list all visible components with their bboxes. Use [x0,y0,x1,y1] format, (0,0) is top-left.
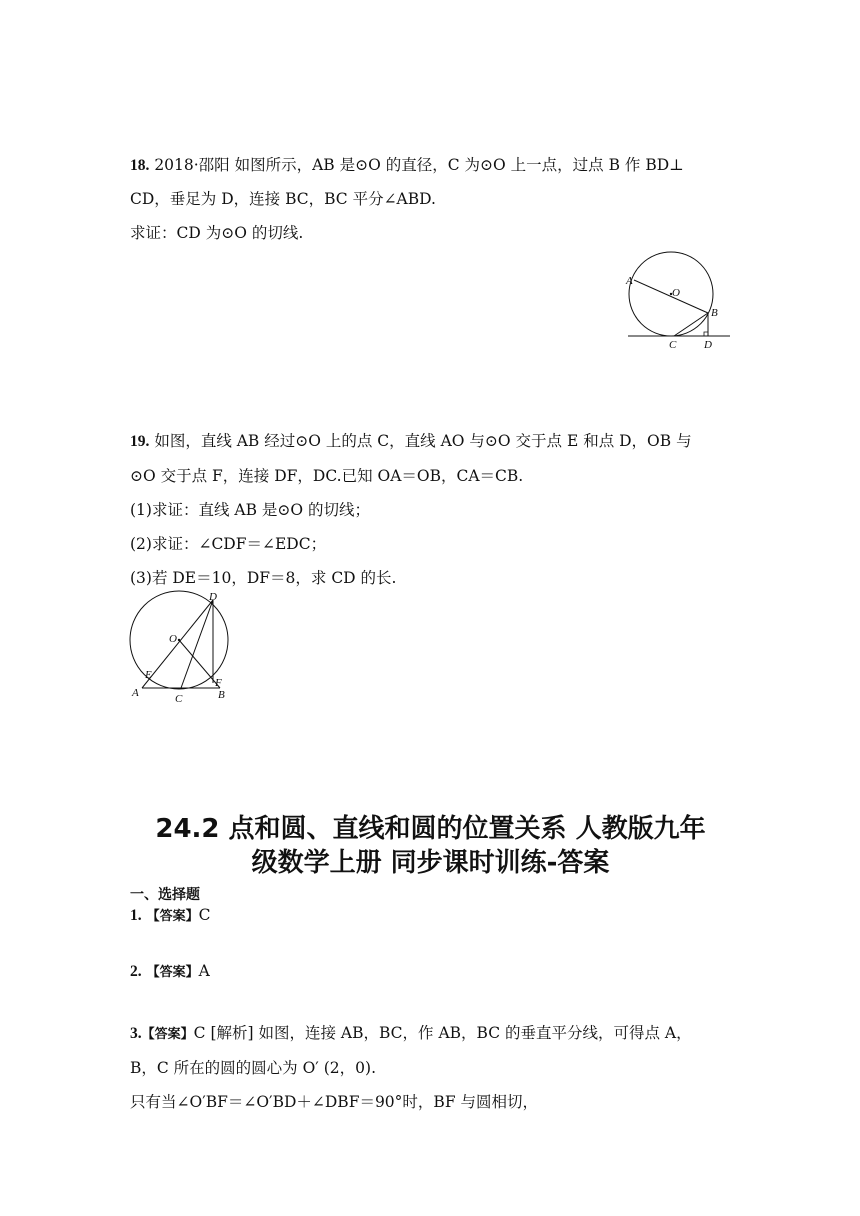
answer-2-number: 2. [130,963,142,980]
answer-3-analysis: [解析] 如图，连接 AB，BC，作 AB，BC 的垂直平分线，可得点 A， [210,1024,692,1042]
q19-number: 19. [130,433,150,450]
q19-part-1: (1)求证：直线 AB 是⊙O 的切线； [130,501,371,519]
answer-3-number: 3. [130,1025,142,1042]
answer-3-value: C [193,1024,206,1042]
q18-label-c: C [669,339,677,351]
q19-label-e: E [145,669,152,681]
section-heading: 一、选择题 [130,887,200,903]
answer-3-line-3: 只有当∠O′BF＝∠O′BD＋∠DBF＝90°时，BF 与圆相切， [130,1093,538,1111]
q18-label-d: D [704,339,712,351]
q18-line-2: CD，垂足为 D，连接 BC，BC 平分∠ABD. [130,190,436,208]
answer-1-tag: 【答案】 [146,909,199,924]
answer-2 [130,960,210,984]
answer-3-line-2: B，C 所在的圆的圆心为 O′ (2，0). [130,1059,377,1077]
answers-title-line-2: 级数学上册 同步课时训练-答案 [251,848,610,878]
answer-1 [130,904,210,928]
answer-3 [130,1022,692,1046]
answer-3-tag: 【答案】 [141,1027,194,1042]
q19-part-3: (3)若 DE＝10，DF＝8，求 CD 的长. [130,569,397,587]
answer-1-value: C [198,906,211,924]
q19-label-f: F [215,677,222,689]
q19-label-b: B [218,689,225,701]
q19-text-1: 如图，直线 AB 经过⊙O 上的点 C，直线 AO 与⊙O 交于点 E 和点 D，OB 与 [154,432,692,450]
q18-number: 18. [130,157,150,174]
q18-label-o: O [672,287,680,299]
q18-line-3: 求证：CD 为⊙O 的切线. [130,224,304,242]
q19-label-o: O [169,633,177,645]
answer-2-value: A [198,962,210,980]
q18-label-b: B [711,307,718,319]
q18-line-1 [130,154,684,177]
q18-label-a: A [626,275,633,287]
q19-figure [124,588,239,706]
q19-line-2: ⊙O 交于点 F，连接 DF，DC.已知 OA＝OB，CA＝CB. [130,467,524,485]
answer-1-number: 1. [130,907,142,924]
q19-label-a: A [132,687,139,699]
q19-label-c: C [175,693,183,705]
answer-2-tag: 【答案】 [146,965,199,980]
answers-title-line-1: 24.2 点和圆、直线和圆的位置关系 人教版九年 [155,814,706,844]
q18-figure [620,250,740,350]
q18-text-1: 2018·邵阳 如图所示，AB 是⊙O 的直径，C 为⊙O 上一点，过点 B 作 BD⊥ [154,156,684,174]
q19-line-1 [130,430,692,453]
q19-part-2: (2)求证：∠CDF＝∠EDC； [130,535,327,553]
q19-label-d: D [209,591,217,603]
